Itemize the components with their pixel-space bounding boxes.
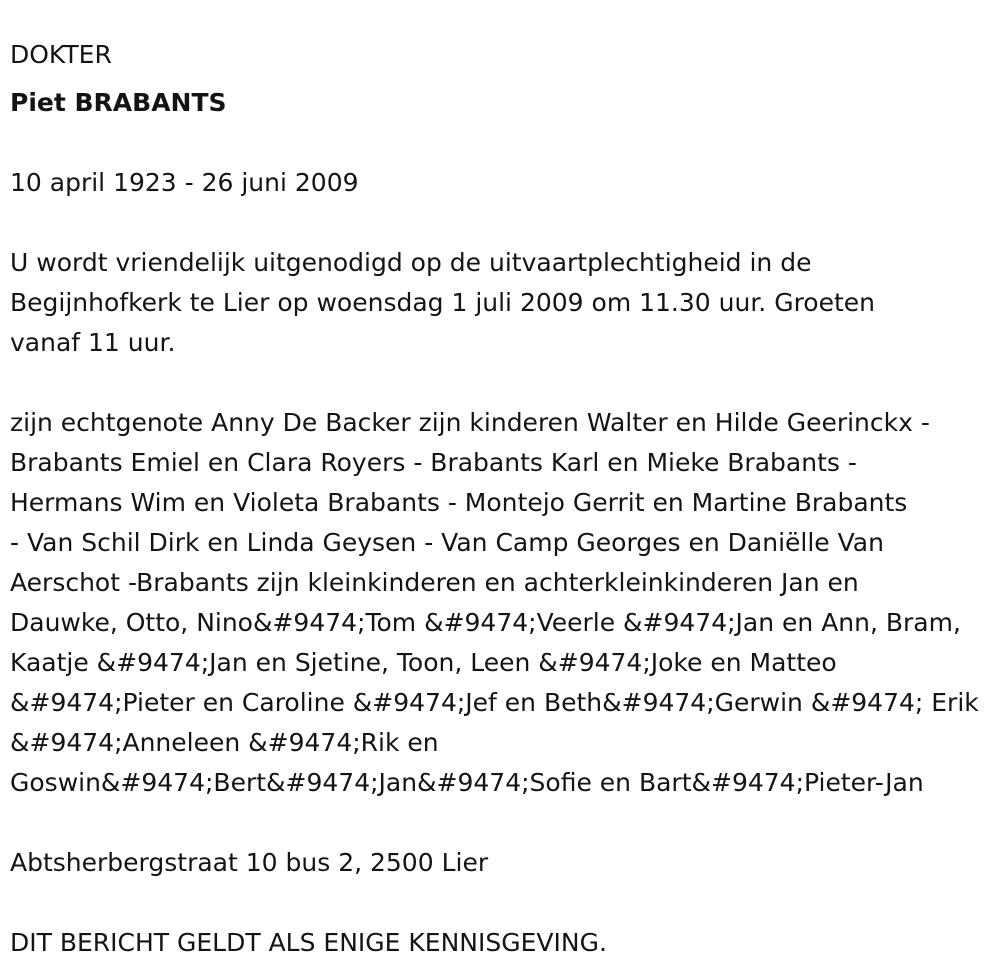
family-line: Hermans Wim en Violeta Brabants - Montejo Gerrit en Martine Brabants [10,488,908,517]
family-line: Dauwke, Otto, Nino&#9474;Tom &#9474;Veerle &#9474;Jan en Ann, Bram, [10,608,961,637]
title-prefix: DOKTER [10,40,112,69]
family-paragraph [10,403,990,803]
invitation-line: U wordt vriendelijk uitgenodigd op de uitvaartplechtigheid in de [10,248,812,277]
family-line: zijn echtgenote Anny De Backer zijn kinderen Walter en Hilde Geerinckx - [10,408,930,437]
closing-statement: DIT BERICHT GELDT ALS ENIGE KENNISGEVING. [10,928,607,957]
family-line: &#9474;Pieter en Caroline &#9474;Jef en Beth&#9474;Gerwin &#9474; Erik [10,688,979,717]
invitation-paragraph [10,243,990,363]
family-line: Goswin&#9474;Bert&#9474;Jan&#9474;Sofie en Bart&#9474;Pieter-Jan [10,768,924,797]
invitation-line: Begijnhofkerk te Lier op woensdag 1 juli 2009 om 11.30 uur. Groeten [10,288,876,317]
deceased-name: Piet BRABANTS [10,88,227,117]
address: Abtsherbergstraat 10 bus 2, 2500 Lier [10,848,489,877]
family-line: &#9474;Anneleen &#9474;Rik en [10,728,439,757]
family-line: Kaatje &#9474;Jan en Sjetine, Toon, Leen &#9474;Joke en Matteo [10,648,837,677]
family-line: - Van Schil Dirk en Linda Geysen - Van Camp Georges en Daniëlle Van [10,528,884,557]
invitation-line: vanaf 11 uur. [10,328,176,357]
family-line: Aerschot -Brabants zijn kleinkinderen en achterkleinkinderen Jan en [10,568,859,597]
life-dates: 10 april 1923 - 26 juni 2009 [10,168,359,197]
family-line: Brabants Emiel en Clara Royers - Brabants Karl en Mieke Brabants - [10,448,857,477]
